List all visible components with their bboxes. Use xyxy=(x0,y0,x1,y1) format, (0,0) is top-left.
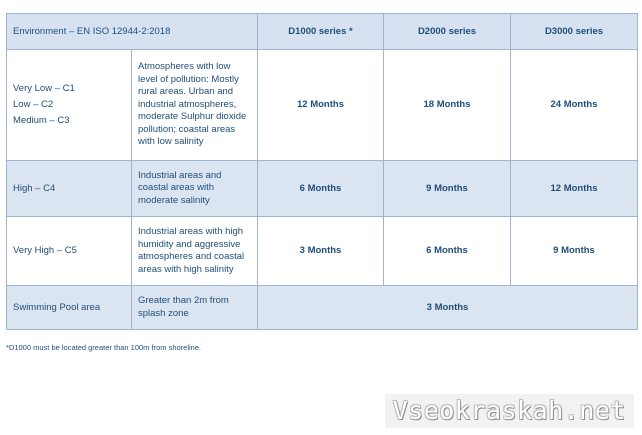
environment-description: Atmospheres with low level of pollution: Mostly rural areas. Urban and industrial atmospheres, moderate Sulphur dioxide pollution; coastal areas with low salinity xyxy=(132,50,258,161)
table-row xyxy=(7,161,638,217)
table-row xyxy=(7,50,638,161)
footnote: *D1000 must be located greater than 100m from shoreline. xyxy=(6,343,202,352)
d1000-value: 3 Months xyxy=(258,217,384,286)
d3000-value: 9 Months xyxy=(511,217,638,286)
environment-header: Environment – EN ISO 12944-2:2018 xyxy=(7,14,258,50)
environment-description: Industrial areas with high humidity and aggressive atmospheres and coastal areas with high salinity xyxy=(132,217,258,286)
table-row xyxy=(7,217,638,286)
category-label: Low – C2 xyxy=(13,99,54,110)
watermark: Vseokraskah.net xyxy=(385,394,634,428)
corrosivity-category: High – C4 xyxy=(7,161,132,217)
d2000-value: 6 Months xyxy=(384,217,511,286)
d1000-series-header: D1000 series * xyxy=(258,14,384,50)
d3000-series-header: D3000 series xyxy=(511,14,638,50)
d3000-value: 12 Months xyxy=(511,161,638,217)
d2000-value: 9 Months xyxy=(384,161,511,217)
table-row xyxy=(7,286,638,330)
d1000-value: 6 Months xyxy=(258,161,384,217)
header-row xyxy=(7,14,638,50)
environment-table xyxy=(6,13,638,330)
category-label: Medium – C3 xyxy=(13,115,70,126)
d1000-value: 12 Months xyxy=(258,50,384,161)
environment-description: Industrial areas and coastal areas with moderate salinity xyxy=(132,161,258,217)
d3000-value: 24 Months xyxy=(511,50,638,161)
merged-series-value: 3 Months xyxy=(258,286,638,330)
d2000-value: 18 Months xyxy=(384,50,511,161)
d2000-series-header: D2000 series xyxy=(384,14,511,50)
corrosivity-category: Swimming Pool area xyxy=(7,286,132,330)
environment-description: Greater than 2m from splash zone xyxy=(132,286,258,330)
corrosivity-category xyxy=(7,50,132,161)
category-label: Very Low – C1 xyxy=(13,83,75,94)
corrosivity-category: Very High – C5 xyxy=(7,217,132,286)
